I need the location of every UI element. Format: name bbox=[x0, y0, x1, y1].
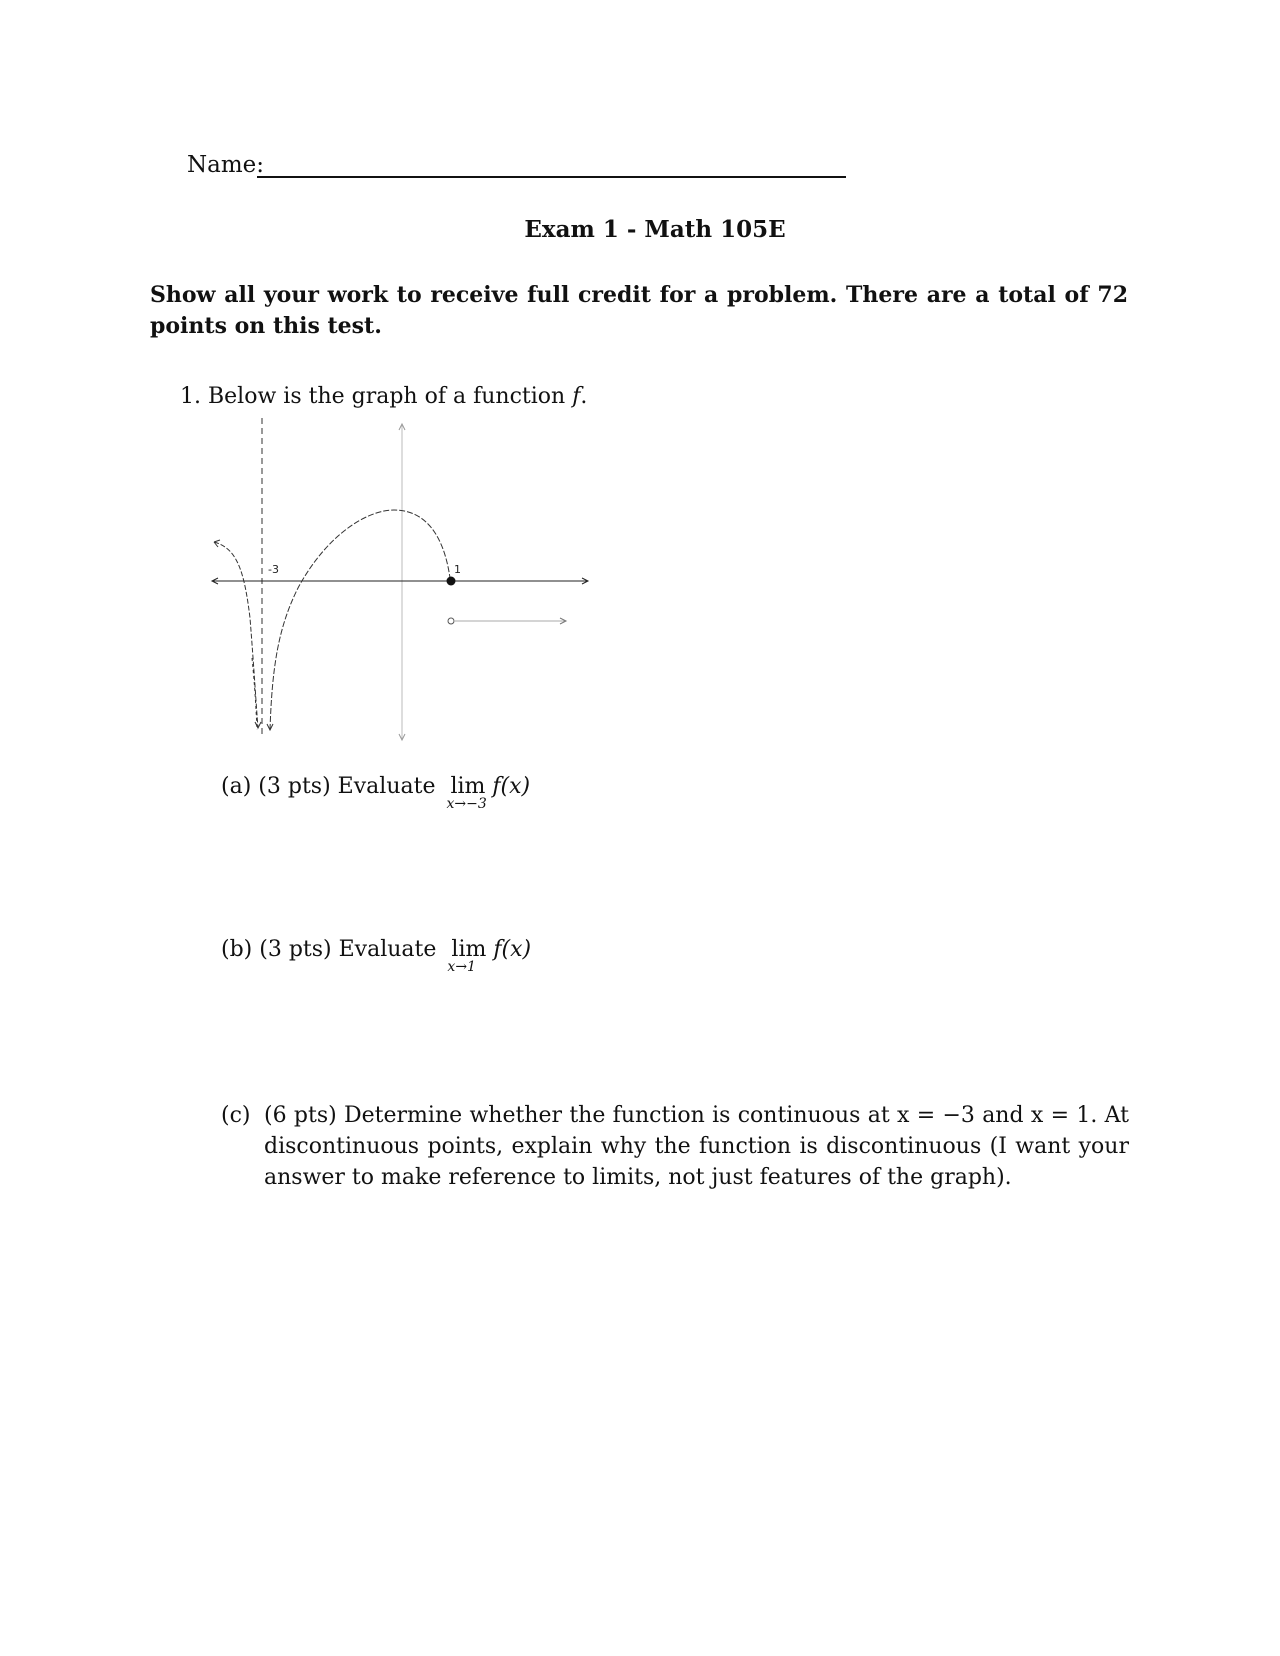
left-branch-arrow-top bbox=[214, 540, 220, 547]
part-points: (3 pts) bbox=[258, 774, 331, 799]
left-branch bbox=[214, 542, 258, 728]
label-one: 1 bbox=[454, 563, 461, 576]
part-points: (3 pts) bbox=[259, 937, 332, 962]
part-label: (a) bbox=[221, 774, 252, 799]
right-branch bbox=[270, 510, 450, 730]
limit-expression: f(x) bbox=[492, 774, 531, 799]
part-label: (b) bbox=[221, 937, 253, 962]
part-verb: Evaluate bbox=[338, 937, 437, 962]
lim-word: lim bbox=[451, 937, 487, 962]
label-neg-three: -3 bbox=[268, 563, 279, 576]
question-number: 1. bbox=[180, 384, 201, 409]
question-text: Below is the graph of a function bbox=[208, 384, 566, 409]
lim-subscript: x→1 bbox=[447, 959, 476, 975]
function-name: f bbox=[572, 384, 581, 409]
name-label: Name: bbox=[187, 152, 265, 178]
limit bbox=[446, 774, 487, 812]
part-label: (c) bbox=[221, 1103, 251, 1128]
exam-title: Exam 1 - Math 105E bbox=[524, 216, 786, 243]
question-1-prompt bbox=[180, 384, 587, 409]
lim-subscript: x→−3 bbox=[446, 796, 487, 812]
instructions: Show all your work to receive full credit for a problem. There are a total of 72 points on this test. bbox=[150, 282, 1128, 339]
question-1a bbox=[221, 774, 531, 812]
part-verb: Evaluate bbox=[337, 774, 436, 799]
limit bbox=[447, 937, 487, 975]
question-1c bbox=[221, 1100, 1129, 1193]
part-text: (6 pts) Determine whether the function is continuous at x = −3 and x = 1. At discontinuous points, explain why the function is discontinuous (I want your answer to make reference to limits, not just features of the graph). bbox=[264, 1103, 1129, 1190]
function-graph bbox=[206, 418, 594, 750]
left-branch-inner bbox=[252, 658, 257, 730]
question-1b bbox=[221, 937, 532, 975]
lim-word: lim bbox=[450, 774, 486, 799]
limit-expression: f(x) bbox=[493, 937, 532, 962]
question-period: . bbox=[580, 384, 588, 409]
open-point bbox=[448, 618, 454, 624]
closed-point bbox=[447, 577, 456, 586]
name-blank-line[interactable] bbox=[257, 176, 846, 178]
